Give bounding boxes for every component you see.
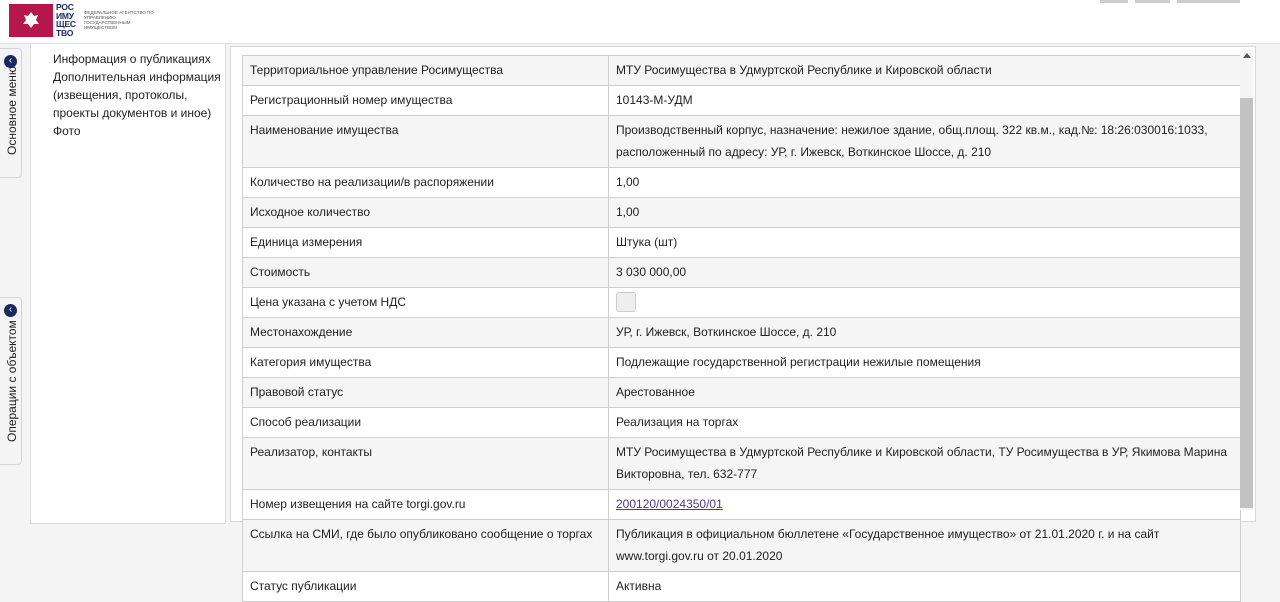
table-row (243, 56, 1241, 86)
row-value: Реализация на торгах (609, 408, 1241, 438)
row-key: Территориальное управление Росимущества (243, 56, 609, 86)
logo[interactable] (9, 3, 154, 37)
row-key: Статус публикации (243, 572, 609, 602)
row-value: 10143-М-УДМ (609, 86, 1241, 116)
row-value: 1,00 (609, 168, 1241, 198)
table-row (243, 348, 1241, 378)
row-value-checkbox (609, 288, 1241, 318)
table-row (243, 116, 1241, 168)
row-value (609, 490, 1241, 520)
row-value: Арестованное (609, 378, 1241, 408)
row-key: Цена указана с учетом НДС (243, 288, 609, 318)
row-key: Регистрационный номер имущества (243, 86, 609, 116)
nav-item-additional-info-line2[interactable]: (извещения, протоколы, (53, 88, 188, 102)
row-value: Штука (шт) (609, 228, 1241, 258)
table-row (243, 520, 1241, 572)
row-key: Единица измерения (243, 228, 609, 258)
nav-item-publications[interactable]: Информация о публикациях (53, 52, 211, 66)
main-menu-label: Основное меню (5, 66, 19, 155)
scrollbar-thumb[interactable] (1240, 98, 1253, 508)
row-value: МТУ Росимущества в Удмуртской Республике и Кировской области, ТУ Росимущества в УР, Якимова Марина Викторовна, тел. 632-777 (609, 438, 1241, 490)
property-details-table (242, 55, 1241, 602)
row-value: 1,00 (609, 198, 1241, 228)
main-menu-tab[interactable] (0, 48, 22, 178)
table-row (243, 288, 1241, 318)
nav-item-photo[interactable]: Фото (53, 124, 81, 138)
row-key: Наименование имущества (243, 116, 609, 168)
emblem-icon (9, 4, 53, 37)
table-row (243, 86, 1241, 116)
row-value: Подлежащие государственной регистрации нежилые помещения (609, 348, 1241, 378)
table-row (243, 490, 1241, 520)
notice-number-link[interactable]: 200120/0024350/01 (616, 497, 723, 511)
row-value: 3 030 000,00 (609, 258, 1241, 288)
scroll-up-arrow-icon[interactable] (1243, 53, 1251, 58)
object-operations-label: Операции с объектом (5, 320, 19, 442)
table-row (243, 378, 1241, 408)
main-content (228, 44, 1280, 593)
table-row (243, 198, 1241, 228)
row-value: МТУ Росимущества в Удмуртской Республике и Кировской области (609, 56, 1241, 86)
row-key: Количество на реализации/в распоряжении (243, 168, 609, 198)
row-key: Исходное количество (243, 198, 609, 228)
row-value: Активна (609, 572, 1241, 602)
table-row (243, 318, 1241, 348)
row-key: Стоимость (243, 258, 609, 288)
header (0, 0, 1280, 44)
nav-item-additional-info[interactable]: Дополнительная информация (53, 70, 221, 84)
chevron-left-icon[interactable]: ‹ (4, 304, 17, 317)
row-key: Ссылка на СМИ, где было опубликовано сообщение о торгах (243, 520, 609, 572)
table-row (243, 438, 1241, 490)
row-value: Публикация в официальном бюллетене «Государственное имущество» от 21.01.2020 г. и на сайт www.torgi.gov.ru от 20.01.2020 (609, 520, 1241, 572)
vat-included-checkbox[interactable] (616, 292, 636, 312)
row-key: Местонахождение (243, 318, 609, 348)
top-right-links[interactable] (1100, 0, 1240, 3)
table-row (243, 408, 1241, 438)
table-row (243, 168, 1241, 198)
row-key: Категория имущества (243, 348, 609, 378)
row-key: Способ реализации (243, 408, 609, 438)
row-value: УР, г. Ижевск, Воткинское Шоссе, д. 210 (609, 318, 1241, 348)
table-row (243, 572, 1241, 602)
nav-item-additional-info-line3[interactable]: проекты документов и иное) (53, 106, 212, 120)
table-row (243, 228, 1241, 258)
table-row (243, 258, 1241, 288)
row-key: Реализатор, контакты (243, 438, 609, 490)
logo-subtitle: ФЕДЕРАЛЬНОЕ АГЕНТСТВО ПО УПРАВЛЕНИЮ ГОСУДАРСТВЕННЫМ ИМУЩЕСТВОМ (84, 10, 154, 30)
row-value: Производственный корпус, назначение: нежилое здание, общ.площ. 322 кв.м., кад.№: 18:26:030016:1033, расположенный по адресу: УР, г. Ижевск, Воткинское Шоссе, д. 210 (609, 116, 1241, 168)
chevron-left-icon[interactable]: ‹ (4, 55, 17, 68)
object-operations-tab[interactable] (0, 297, 22, 465)
logo-text: РОС ИМУ ЩЕС ТВО (56, 2, 76, 38)
row-key: Правовой статус (243, 378, 609, 408)
row-key: Номер извещения на сайте torgi.gov.ru (243, 490, 609, 520)
details-panel (230, 46, 1256, 593)
left-navigation (30, 44, 226, 524)
